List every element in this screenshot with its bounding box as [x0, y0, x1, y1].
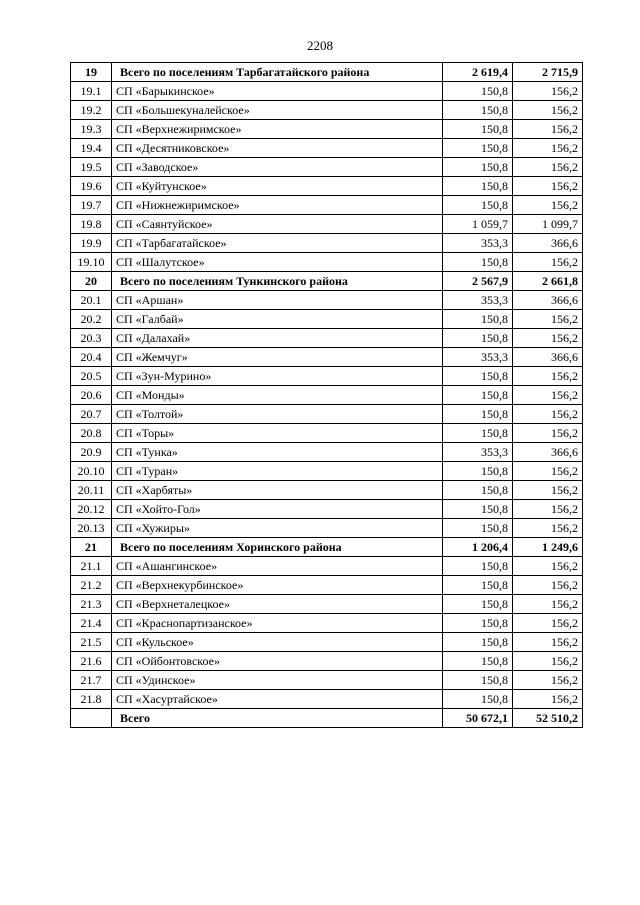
value-year-2: 156,2: [513, 690, 583, 709]
settlement-name: СП «Краснопартизанское»: [112, 614, 443, 633]
settlement-name: СП «Торы»: [112, 424, 443, 443]
settlement-name: СП «Харбяты»: [112, 481, 443, 500]
value-year-1: 353,3: [443, 348, 513, 367]
row-number: [71, 709, 112, 728]
table-row: [71, 443, 583, 462]
value-year-1: 150,8: [443, 158, 513, 177]
table-row: [71, 310, 583, 329]
table-row: [71, 671, 583, 690]
table-row: [71, 519, 583, 538]
row-number: 19.10: [71, 253, 112, 272]
row-number: 20.9: [71, 443, 112, 462]
settlement-name: СП «Хойто-Гол»: [112, 500, 443, 519]
table-row: [71, 329, 583, 348]
table-row: [71, 386, 583, 405]
value-year-1: 2 567,9: [443, 272, 513, 291]
value-year-2: 156,2: [513, 576, 583, 595]
row-number: 21.5: [71, 633, 112, 652]
value-year-1: 150,8: [443, 519, 513, 538]
settlement-name: СП «Верхнежиримское»: [112, 120, 443, 139]
settlement-name: СП «Галбай»: [112, 310, 443, 329]
table-total-row: [71, 272, 583, 291]
value-year-2: 156,2: [513, 101, 583, 120]
table-row: [71, 481, 583, 500]
value-year-1: 353,3: [443, 291, 513, 310]
row-number: 20.2: [71, 310, 112, 329]
value-year-1: 150,8: [443, 310, 513, 329]
settlement-name: Всего по поселениям Тункинского района: [112, 272, 443, 291]
value-year-1: 353,3: [443, 234, 513, 253]
row-number: 20.8: [71, 424, 112, 443]
value-year-2: 156,2: [513, 177, 583, 196]
value-year-2: 156,2: [513, 139, 583, 158]
table-row: [71, 367, 583, 386]
table-row: [71, 614, 583, 633]
row-number: 20.11: [71, 481, 112, 500]
value-year-2: 1 099,7: [513, 215, 583, 234]
row-number: 21.8: [71, 690, 112, 709]
row-number: 21.2: [71, 576, 112, 595]
value-year-2: 156,2: [513, 196, 583, 215]
table-total-row: [71, 709, 583, 728]
settlement-name: СП «Толтой»: [112, 405, 443, 424]
settlement-name: СП «Хасуртайское»: [112, 690, 443, 709]
table-row: [71, 500, 583, 519]
value-year-2: 156,2: [513, 652, 583, 671]
settlement-name: СП «Десятниковское»: [112, 139, 443, 158]
settlement-name: СП «Кульское»: [112, 633, 443, 652]
settlement-name: СП «Заводское»: [112, 158, 443, 177]
table-row: [71, 405, 583, 424]
value-year-1: 150,8: [443, 671, 513, 690]
value-year-2: 156,2: [513, 633, 583, 652]
value-year-2: 366,6: [513, 291, 583, 310]
value-year-2: 156,2: [513, 595, 583, 614]
table-row: [71, 633, 583, 652]
settlement-name: СП «Верхнекурбинское»: [112, 576, 443, 595]
row-number: 20.3: [71, 329, 112, 348]
row-number: 21.6: [71, 652, 112, 671]
value-year-1: 150,8: [443, 120, 513, 139]
value-year-2: 156,2: [513, 367, 583, 386]
table-row: [71, 652, 583, 671]
value-year-1: 150,8: [443, 329, 513, 348]
settlement-name: СП «Удинское»: [112, 671, 443, 690]
settlement-name: СП «Хужиры»: [112, 519, 443, 538]
table-row: [71, 120, 583, 139]
table-row: [71, 595, 583, 614]
page-number: 2208: [307, 38, 333, 53]
table-row: [71, 215, 583, 234]
table-total-row: [71, 538, 583, 557]
row-number: 21: [71, 538, 112, 557]
settlement-name: СП «Ойбонтовское»: [112, 652, 443, 671]
table-row: [71, 291, 583, 310]
row-number: 20.1: [71, 291, 112, 310]
table-body: [71, 63, 583, 728]
settlement-name: СП «Барыкинское»: [112, 82, 443, 101]
value-year-2: 366,6: [513, 234, 583, 253]
value-year-2: 156,2: [513, 481, 583, 500]
settlement-name: СП «Далахай»: [112, 329, 443, 348]
settlement-name: СП «Куйтунское»: [112, 177, 443, 196]
value-year-1: 150,8: [443, 652, 513, 671]
value-year-1: 150,8: [443, 196, 513, 215]
table-total-row: [71, 63, 583, 82]
row-number: 21.7: [71, 671, 112, 690]
value-year-2: 156,2: [513, 424, 583, 443]
settlement-name: Всего по поселениям Тарбагатайского района: [112, 63, 443, 82]
value-year-2: 366,6: [513, 348, 583, 367]
table-row: [71, 462, 583, 481]
row-number: 20.6: [71, 386, 112, 405]
value-year-1: 150,8: [443, 177, 513, 196]
value-year-1: 150,8: [443, 462, 513, 481]
table-row: [71, 139, 583, 158]
value-year-1: 150,8: [443, 101, 513, 120]
value-year-1: 1 059,7: [443, 215, 513, 234]
value-year-1: 150,8: [443, 139, 513, 158]
table-row: [71, 82, 583, 101]
table-row: [71, 177, 583, 196]
value-year-1: 150,8: [443, 253, 513, 272]
settlement-name: СП «Нижнежиримское»: [112, 196, 443, 215]
value-year-1: 150,8: [443, 424, 513, 443]
value-year-2: 156,2: [513, 500, 583, 519]
settlement-name: СП «Большекуналейское»: [112, 101, 443, 120]
value-year-2: 1 249,6: [513, 538, 583, 557]
row-number: 21.4: [71, 614, 112, 633]
value-year-1: 353,3: [443, 443, 513, 462]
settlement-name: СП «Саянтуйское»: [112, 215, 443, 234]
value-year-1: 150,8: [443, 633, 513, 652]
value-year-2: 156,2: [513, 386, 583, 405]
table-row: [71, 101, 583, 120]
settlement-name: СП «Тарбагатайское»: [112, 234, 443, 253]
value-year-2: 156,2: [513, 120, 583, 139]
value-year-2: 156,2: [513, 82, 583, 101]
value-year-2: 156,2: [513, 671, 583, 690]
value-year-2: 156,2: [513, 405, 583, 424]
table-row: [71, 196, 583, 215]
value-year-1: 150,8: [443, 386, 513, 405]
settlement-name: СП «Аршан»: [112, 291, 443, 310]
row-number: 20.12: [71, 500, 112, 519]
row-number: 19.6: [71, 177, 112, 196]
settlement-name: СП «Ашангинское»: [112, 557, 443, 576]
value-year-1: 150,8: [443, 576, 513, 595]
table-row: [71, 576, 583, 595]
settlement-name: СП «Верхнеталецкое»: [112, 595, 443, 614]
value-year-1: 2 619,4: [443, 63, 513, 82]
settlement-name: Всего: [112, 709, 443, 728]
table-row: [71, 557, 583, 576]
row-number: 20.13: [71, 519, 112, 538]
row-number: 19.1: [71, 82, 112, 101]
value-year-2: 156,2: [513, 557, 583, 576]
row-number: 20.10: [71, 462, 112, 481]
table-row: [71, 348, 583, 367]
budget-table: [70, 62, 583, 728]
row-number: 19.5: [71, 158, 112, 177]
row-number: 19: [71, 63, 112, 82]
value-year-1: 150,8: [443, 690, 513, 709]
value-year-2: 52 510,2: [513, 709, 583, 728]
value-year-1: 150,8: [443, 82, 513, 101]
row-number: 19.8: [71, 215, 112, 234]
value-year-2: 156,2: [513, 310, 583, 329]
row-number: 20.5: [71, 367, 112, 386]
value-year-2: 156,2: [513, 158, 583, 177]
value-year-2: 2 715,9: [513, 63, 583, 82]
value-year-1: 1 206,4: [443, 538, 513, 557]
value-year-1: 150,8: [443, 614, 513, 633]
row-number: 20.7: [71, 405, 112, 424]
row-number: 21.1: [71, 557, 112, 576]
settlement-name: СП «Зун-Мурино»: [112, 367, 443, 386]
row-number: 19.3: [71, 120, 112, 139]
row-number: 19.9: [71, 234, 112, 253]
row-number: 19.4: [71, 139, 112, 158]
settlement-name: СП «Монды»: [112, 386, 443, 405]
settlement-name: СП «Туран»: [112, 462, 443, 481]
value-year-2: 156,2: [513, 462, 583, 481]
settlement-name: СП «Жемчуг»: [112, 348, 443, 367]
settlement-name: СП «Шалутское»: [112, 253, 443, 272]
row-number: 20: [71, 272, 112, 291]
value-year-1: 150,8: [443, 481, 513, 500]
settlement-name: СП «Тунка»: [112, 443, 443, 462]
value-year-2: 156,2: [513, 519, 583, 538]
value-year-1: 150,8: [443, 405, 513, 424]
table-row: [71, 234, 583, 253]
table-row: [71, 424, 583, 443]
value-year-2: 156,2: [513, 253, 583, 272]
value-year-2: 156,2: [513, 614, 583, 633]
value-year-2: 156,2: [513, 329, 583, 348]
value-year-1: 150,8: [443, 367, 513, 386]
value-year-1: 150,8: [443, 595, 513, 614]
value-year-2: 2 661,8: [513, 272, 583, 291]
value-year-1: 150,8: [443, 500, 513, 519]
value-year-1: 50 672,1: [443, 709, 513, 728]
table-row: [71, 253, 583, 272]
row-number: 19.7: [71, 196, 112, 215]
table-row: [71, 690, 583, 709]
value-year-2: 366,6: [513, 443, 583, 462]
settlement-name: Всего по поселениям Хоринского района: [112, 538, 443, 557]
row-number: 20.4: [71, 348, 112, 367]
table-row: [71, 158, 583, 177]
value-year-1: 150,8: [443, 557, 513, 576]
row-number: 19.2: [71, 101, 112, 120]
row-number: 21.3: [71, 595, 112, 614]
